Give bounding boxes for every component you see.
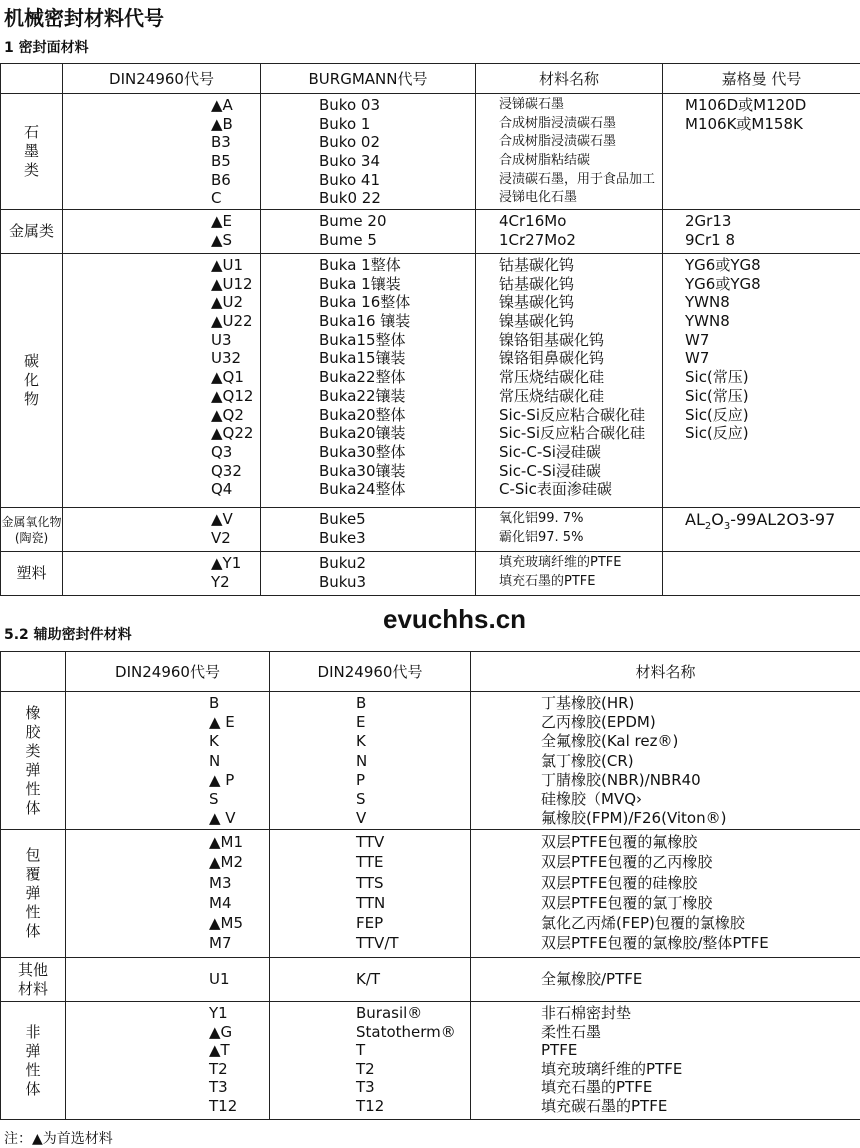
cell-line: Buka30整体 (319, 442, 406, 461)
cell-line: 浸渍碳石墨，用于食品加工 (499, 171, 656, 187)
cell-line: 硅橡胶（MVQ› (541, 789, 643, 808)
din-code-cell (63, 210, 261, 254)
cell-line: T3 (209, 1078, 228, 1097)
cell-line: B5 (211, 152, 231, 171)
material-name-cell (476, 254, 663, 508)
section-heading-face-materials: 1 密封面材料 (4, 40, 89, 56)
cell-line: 氧化铝99. 7% (499, 511, 584, 526)
cell-line: K (356, 732, 366, 751)
burgmann-code-cell (261, 254, 476, 508)
table-header-row (1, 64, 860, 94)
header-blank (1, 64, 63, 94)
cell-line: 丁腈橡胶(NBR)/NBR40 (541, 770, 701, 789)
cell-line: YWN8 (685, 312, 730, 331)
din-code-cell (63, 254, 261, 508)
cell-line: 合成树脂浸渍碳石墨 (499, 115, 617, 131)
cell-line: V (356, 809, 367, 828)
cell-line: Buka15整体 (319, 330, 406, 349)
din-code-cell (66, 830, 270, 958)
cell-line: Buko 03 (319, 96, 380, 114)
cell-line: YG6或YG8 (685, 274, 761, 293)
burgmann-code-cell (270, 958, 471, 1002)
cell-line: Sic(反应) (685, 424, 749, 443)
cell-line: M106D或M120D (685, 96, 807, 114)
cell-line: M106K或M158K (685, 114, 803, 133)
cell-line: 霸化铝97. 5% (499, 529, 584, 545)
cell-line: W7 (685, 349, 710, 368)
cell-line: Q3 (211, 442, 233, 461)
section-heading-auxiliary-seals: 5.2 辅助密封件材料 (4, 627, 132, 643)
category-cell: 金属类 (1, 210, 63, 254)
jiageman-code-cell (663, 552, 860, 596)
footnote: 注：▲为首选材料 (4, 1131, 113, 1147)
cell-line: E (356, 713, 366, 732)
table-row (1, 94, 860, 210)
cell-line: S (356, 789, 366, 808)
header-material-name: 材料名称 (471, 652, 860, 692)
material-name-cell (471, 1002, 860, 1120)
cell-line: 填充石墨的PTFE (499, 573, 596, 589)
cell-line: B (356, 694, 367, 712)
cell-line: Buke5 (319, 510, 366, 528)
category-cell (1, 508, 63, 552)
cell-line: U3 (211, 330, 232, 349)
table-row (1, 958, 860, 1002)
cell-line: Buko 1 (319, 114, 371, 133)
cell-line: ▲T (209, 1041, 230, 1060)
cell-line: 合成树脂粘结碳 (499, 153, 591, 169)
cell-line: ▲U2 (211, 293, 244, 312)
cell-line: 1Cr27Mo2 (499, 230, 576, 249)
page-title: 机械密封材料代号 (4, 6, 164, 30)
cell-line: ▲B (211, 114, 233, 133)
burgmann-code-cell (261, 94, 476, 210)
cell-line: ▲U22 (211, 312, 253, 331)
cell-line: ▲U1 (211, 256, 244, 274)
cell-line: Q32 (211, 461, 242, 480)
jiageman-code-cell: $AL_2O_3-99AL2O3-97$ (663, 508, 860, 552)
category-cell: 非弹性体 (1, 1002, 66, 1120)
cell-line: ▲G (209, 1022, 233, 1041)
cell-line: 非石棉密封垫 (541, 1004, 632, 1022)
material-name-cell (471, 692, 860, 830)
cell-line: Bume 20 (319, 212, 387, 230)
table-header-row (1, 652, 860, 692)
cell-line: B6 (211, 170, 231, 189)
cell-line: Buko 02 (319, 133, 380, 152)
jiageman-code-cell (663, 210, 860, 254)
cell-line: 乙丙橡胶(EPDM) (541, 713, 656, 732)
auxiliary-seal-materials-table (0, 651, 860, 1120)
cell-line: C-Sic表面渗硅碳 (499, 480, 612, 499)
cell-line: U32 (211, 349, 242, 368)
cell-line: Buku3 (319, 572, 367, 591)
material-name-cell (476, 508, 663, 552)
cell-line: TTS (356, 873, 384, 892)
cell-line: Buke3 (319, 528, 366, 547)
cell-line: Sic(常压) (685, 386, 749, 405)
cell-line: 双层PTFE包覆的乙丙橡胶 (541, 853, 713, 872)
cell-line: ▲Q2 (211, 405, 244, 424)
cell-line: N (356, 751, 368, 770)
cell-line: 钴基碳化钨 (499, 256, 575, 274)
cell-line: Buka22整体 (319, 368, 406, 387)
cell-line: 镍基碳化钨 (499, 312, 575, 331)
header-din-code: DIN24960代号 (63, 64, 261, 94)
table-row (1, 508, 860, 552)
table-row (1, 1002, 860, 1120)
cell-line: ▲M5 (209, 914, 244, 933)
category-cell: 石墨类 (1, 94, 63, 210)
cell-line: Buka15镶装 (319, 349, 406, 368)
cell-line: ▲Y1 (211, 554, 242, 572)
cell-line: 氟橡胶(FPM)/F26(Viton®) (541, 809, 727, 828)
cell-line: P (356, 770, 366, 789)
cell-line: Sic-C-Si浸硅碳 (499, 461, 601, 480)
table-row (1, 830, 860, 958)
header-din-code-2: DIN24960代号 (270, 652, 471, 692)
cell-line: Sic-Si反应粘合碳化硅 (499, 405, 646, 424)
cell-line: 常压烧结碳化硅 (499, 368, 605, 387)
cell-line: B (209, 694, 220, 712)
cell-line: Buka22镶装 (319, 386, 406, 405)
din-code-cell (63, 508, 261, 552)
cell-line: 镍基碳化钨 (499, 293, 575, 312)
cell-line: 丁基橡胶(HR) (541, 694, 635, 712)
cell-line: Burasil® (356, 1004, 423, 1022)
cell-line: PTFE (541, 1041, 578, 1060)
cell-line: S (209, 789, 219, 808)
cell-line: 氯丁橡胶(CR) (541, 751, 634, 770)
burgmann-code-cell (261, 552, 476, 596)
cell-line: ▲M2 (209, 853, 244, 872)
cell-line: C (211, 189, 222, 208)
cell-line: 氯化乙丙烯(FEP)包覆的氯橡胶 (541, 914, 745, 933)
cell-line: T12 (356, 1096, 385, 1115)
cell-line: TTV/T (356, 934, 399, 953)
category-cell: 包覆弹性体 (1, 830, 66, 958)
cell-line: 全氟橡胶(Kal rez®) (541, 732, 679, 751)
category-ceramic-label: 金属氧化物(陶瓷) (1, 514, 62, 545)
cell-line: 双层PTFE包覆的硅橡胶 (541, 873, 698, 892)
cell-line: K (209, 732, 219, 751)
cell-line: 双层PTFE包覆的氟橡胶 (541, 833, 698, 851)
cell-line: T12 (209, 1096, 238, 1115)
cell-line: 合成树脂浸渍碳石墨 (499, 134, 617, 150)
cell-line: Buka 1整体 (319, 256, 401, 274)
cell-line: 浸锑碳石墨 (499, 97, 565, 112)
cell-line: 常压烧结碳化硅 (499, 386, 605, 405)
cell-line: N (209, 751, 221, 770)
cell-line: W7 (685, 330, 710, 349)
header-material-name: 材料名称 (476, 64, 663, 94)
cell-line: ▲Q22 (211, 424, 254, 443)
header-burgmann-code: BURGMANN代号 (261, 64, 476, 94)
cell-line: T (356, 1041, 366, 1060)
cell-line: ▲ V (209, 809, 236, 828)
cell-line: M3 (209, 873, 232, 892)
material-name-cell (476, 94, 663, 210)
material-name-cell (471, 830, 860, 958)
cell-line: 2Gr13 (685, 212, 732, 230)
category-cell: 其他材料 (1, 958, 66, 1002)
cell-line: Sic(常压) (685, 368, 749, 387)
cell-line: Bume 5 (319, 230, 377, 249)
table-row (1, 210, 860, 254)
cell-line: Statotherm® (356, 1022, 456, 1041)
burgmann-code-cell (270, 830, 471, 958)
cell-line: Buka24整体 (319, 480, 406, 499)
cell-line: Buko 34 (319, 152, 380, 171)
cell-line: ▲V (211, 510, 233, 528)
cell-line: 4Cr16Mo (499, 212, 567, 230)
cell-line: Sic(反应) (685, 405, 749, 424)
cell-line: TTE (356, 853, 384, 872)
cell-line: 双层PTFE包覆的氯橡胶/整体PTFE (541, 934, 769, 953)
burgmann-code-cell (261, 210, 476, 254)
watermark: evuchhs.cn (383, 604, 527, 634)
cell-line: Buka 16整体 (319, 293, 411, 312)
cell-line: Buka30镶装 (319, 461, 406, 480)
cell-line: ▲S (211, 230, 233, 249)
table-row (1, 254, 860, 508)
table-row (1, 552, 860, 596)
burgmann-code-cell (270, 692, 471, 830)
jiageman-code-cell (663, 254, 860, 508)
material-name-cell (471, 958, 860, 1002)
cell-line: Y2 (211, 572, 230, 591)
cell-line: Y1 (209, 1004, 228, 1022)
table-row (1, 692, 860, 830)
cell-line: T3 (356, 1078, 375, 1097)
header-blank (1, 652, 66, 692)
cell-line: Buka20整体 (319, 405, 406, 424)
cell-line: 镍铬钼鼻碳化钨 (499, 349, 605, 368)
cell-line: Sic-C-Si浸硅碳 (499, 442, 601, 461)
cell-line: Buka 1镶装 (319, 274, 401, 293)
cell-line: 柔性石墨 (541, 1022, 602, 1041)
cell-line: FEP (356, 914, 384, 933)
cell-line: 浸锑电化石墨 (499, 190, 578, 206)
cell-line: ▲A (211, 96, 233, 114)
cell-line: U1 (209, 969, 230, 988)
cell-line: 双层PTFE包覆的氯丁橡胶 (541, 893, 713, 912)
cell-line: ▲M1 (209, 833, 244, 851)
cell-line: 镍铬钼基碳化钨 (499, 330, 605, 349)
cell-line: Buku2 (319, 554, 367, 572)
cell-line: Buka16 镶装 (319, 312, 411, 331)
cell-line: Q4 (211, 480, 233, 499)
cell-line: TTV (356, 833, 385, 851)
cell-line: 填充玻璃纤维的PTFE (541, 1059, 683, 1078)
din-code-cell (66, 958, 270, 1002)
cell-line: T2 (209, 1059, 228, 1078)
header-din-code: DIN24960代号 (66, 652, 270, 692)
category-cell: 塑料 (1, 552, 63, 596)
din-code-cell (66, 1002, 270, 1120)
cell-line: ▲U12 (211, 274, 253, 293)
cell-line: ▲E (211, 212, 233, 230)
cell-line: ▲ E (209, 713, 235, 732)
cell-line: 填充石墨的PTFE (541, 1078, 653, 1097)
din-code-cell (63, 552, 261, 596)
cell-line: YG6或YG8 (685, 256, 761, 274)
cell-line: K/T (356, 969, 381, 988)
cell-line: YWN8 (685, 293, 730, 312)
category-cell: 橡胶类弹性体 (1, 692, 66, 830)
burgmann-code-cell (261, 508, 476, 552)
cell-line: V2 (211, 528, 231, 547)
cell-line: Sic-Si反应粘合碳化硅 (499, 424, 646, 443)
din-code-cell (66, 692, 270, 830)
material-name-cell (476, 552, 663, 596)
cell-line: M7 (209, 934, 232, 953)
cell-line: B3 (211, 133, 231, 152)
category-cell: 碳化物 (1, 254, 63, 508)
cell-line: M4 (209, 893, 232, 912)
cell-line: T2 (356, 1059, 375, 1078)
jiageman-code-cell (663, 94, 860, 210)
cell-line: 填充碳石墨的PTFE (541, 1096, 668, 1115)
cell-line: Buka20镶装 (319, 424, 406, 443)
cell-line: 全氟橡胶/PTFE (541, 969, 643, 988)
cell-line: ▲Q1 (211, 368, 244, 387)
cell-line: ▲Q12 (211, 386, 254, 405)
din-code-cell (63, 94, 261, 210)
cell-line: Buko 41 (319, 170, 380, 189)
cell-line: 钴基碳化钨 (499, 274, 575, 293)
cell-line: Buk0 22 (319, 189, 381, 208)
cell-line: 填充玻璃纤维的PTFE (499, 555, 622, 570)
face-materials-table (0, 63, 860, 596)
burgmann-code-cell (270, 1002, 471, 1120)
cell-line: 9Cr1 8 (685, 230, 736, 249)
header-jiageman-code: 嘉格曼 代号 (663, 64, 860, 94)
material-name-cell (476, 210, 663, 254)
cell-line: ▲ P (209, 770, 235, 789)
cell-line: TTN (356, 893, 386, 912)
